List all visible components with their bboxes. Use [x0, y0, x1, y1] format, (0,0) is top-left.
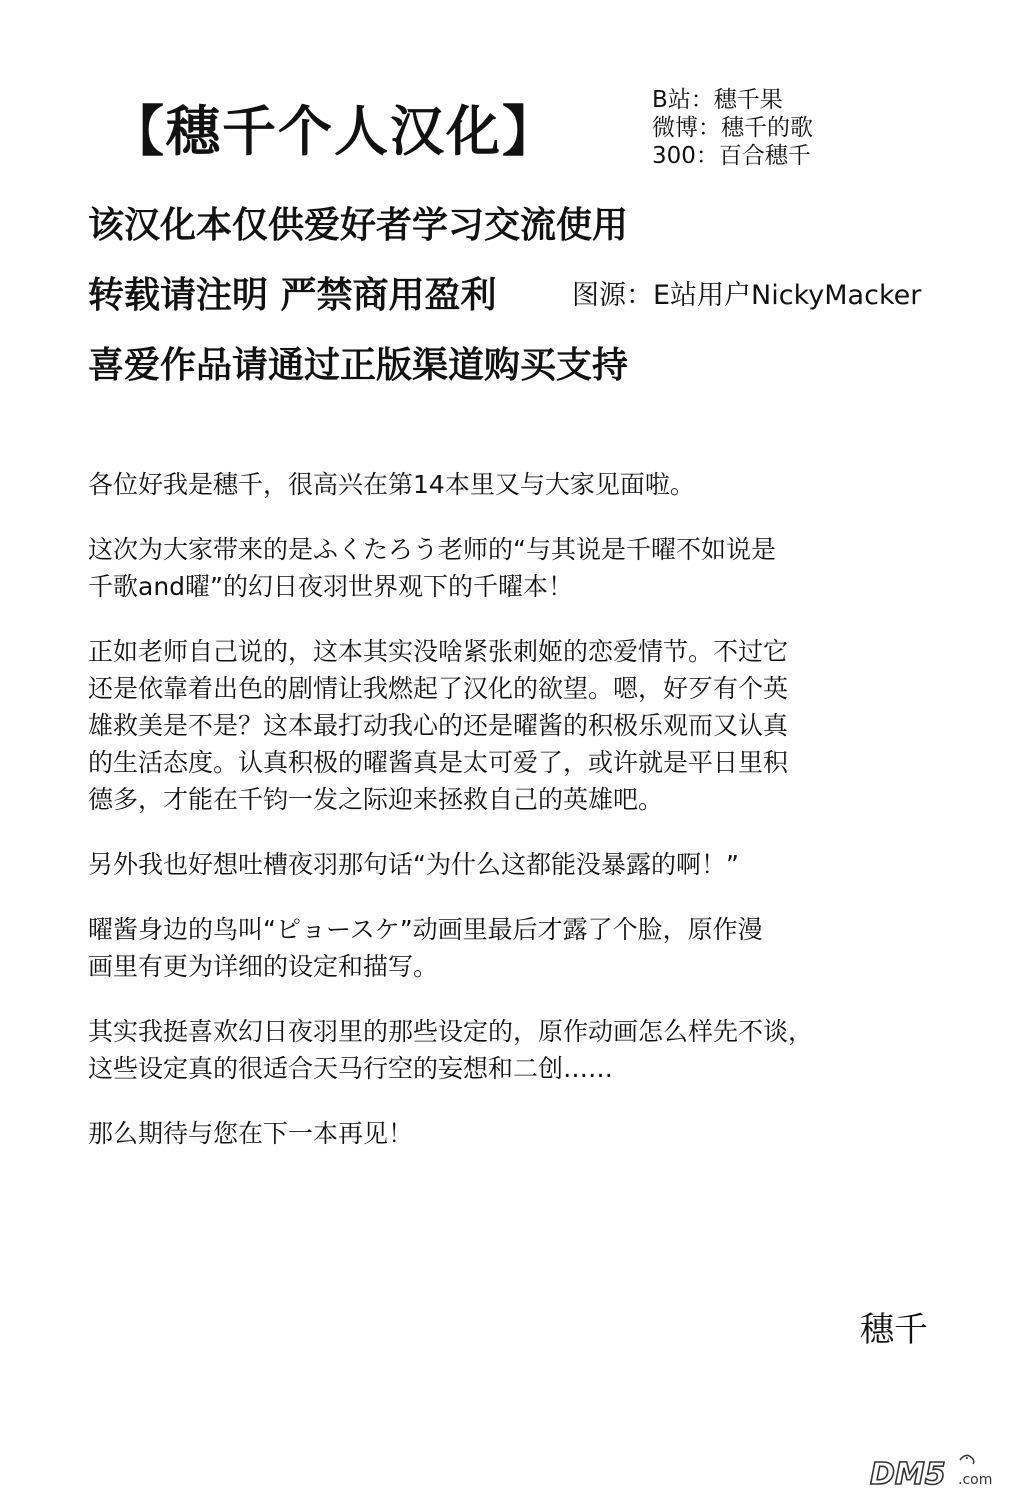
contact-300: 300：百合穗千 [652, 143, 811, 169]
paragraph [88, 531, 948, 605]
notice-study-use: 该汉化本仅供爱好者学习交流使用 [88, 205, 629, 246]
watermark-text: DM5 [870, 1457, 946, 1490]
paragraph-line: 正如老师自己说的，这本其实没啥紧张刺姬的恋爱情节。不过它 [88, 637, 789, 666]
contact-bilibili: B站：穗千果 [652, 87, 783, 113]
contact-list [652, 86, 813, 170]
cat-icon [960, 1455, 974, 1464]
paragraph-line: 那么期待与您在下一本再见！ [88, 1119, 414, 1148]
paragraph-line: 这些设定真的很适合天马行空的妄想和二创…… [88, 1054, 614, 1083]
paragraph [88, 1115, 948, 1152]
paragraph-line: 画里有更为详细的设定和描写。 [88, 952, 439, 981]
paragraph [88, 1013, 948, 1087]
paragraph-line: 这次为大家带来的是ふくたろう老师的“与其说是千曜不如说是 [88, 535, 776, 564]
paragraph-line: 还是依靠着出色的剧情让我燃起了汉化的欲望。嗯，好歹有个英 [88, 674, 789, 703]
paragraph [88, 633, 948, 818]
group-title: 【穗千个人汉化】 [110, 100, 558, 163]
paragraph-line: 曜酱身边的鸟叫“ピョースケ”动画里最后才露了个脸，原作漫 [88, 915, 763, 944]
contact-weibo: 微博：穗千的歌 [652, 115, 813, 141]
watermark-suffix: .com [958, 1472, 993, 1488]
paragraph-line: 各位好我是穗千，很高兴在第14本里又与大家见面啦。 [88, 470, 695, 499]
paragraph-line: 德多，才能在千钧一发之际迎来拯救自己的英雄吧。 [88, 785, 664, 814]
image-source-credit: 图源：E站用户NickyMacker [572, 280, 922, 311]
afterword-body [88, 466, 948, 1180]
paragraph-line: 其实我挺喜欢幻日夜羽里的那些设定的，原作动画怎么样先不谈， [88, 1017, 814, 1046]
watermark-logo [868, 1450, 1008, 1490]
paragraph [88, 466, 948, 503]
paragraph-line: 千歌and曜”的幻日夜羽世界观下的千曜本！ [88, 572, 573, 601]
paragraph [88, 911, 948, 985]
paragraph-line: 雄救美是不是？这本最打动我心的还是曜酱的积极乐观而又认真 [88, 711, 789, 740]
notice-buy-official: 喜爱作品请通过正版渠道购买支持 [88, 345, 629, 386]
paragraph-line: 的生活态度。认真积极的曜酱真是太可爱了，或许就是平日里积 [88, 748, 789, 777]
notice-no-commercial: 转载请注明 严禁商用盈利 [88, 275, 497, 316]
paragraph [88, 846, 948, 883]
signature: 穗千 [860, 1310, 928, 1350]
paragraph-line: 另外我也好想吐槽夜羽那句话“为什么这都能没暴露的啊！” [88, 850, 739, 879]
